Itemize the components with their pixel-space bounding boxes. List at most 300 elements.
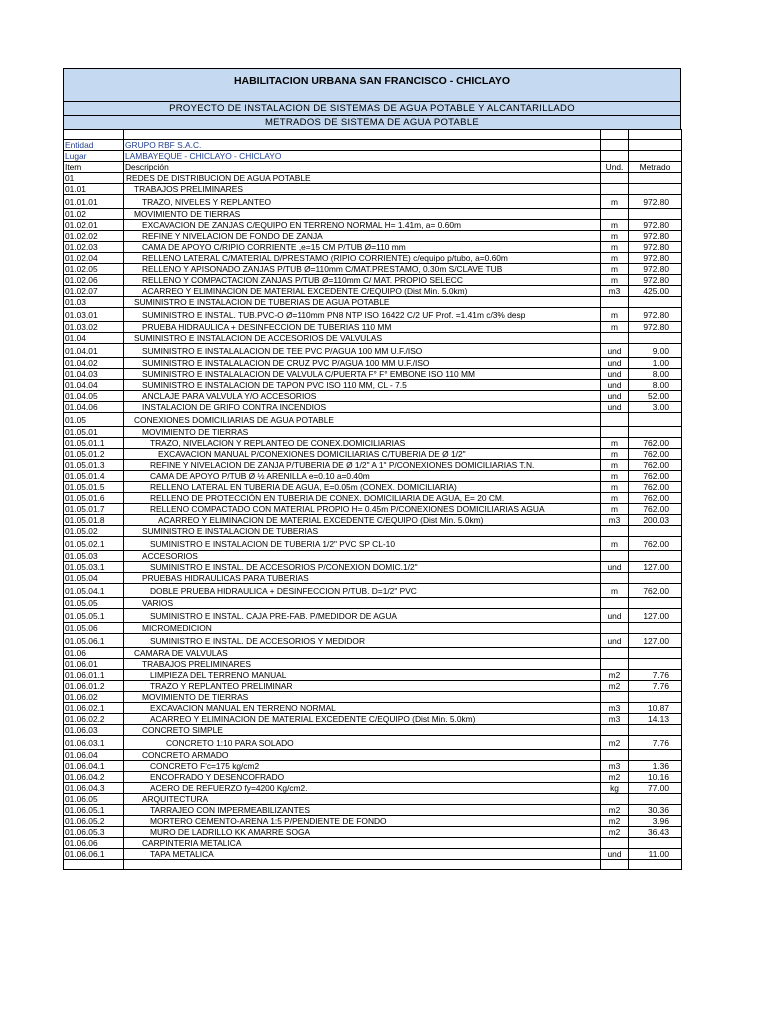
item-cell: 01.02.05 [64, 264, 124, 275]
table-row [64, 526, 682, 537]
metrado-cell: 7.76 [629, 670, 682, 681]
unit-cell: m [601, 231, 629, 242]
item-cell: 01.02.03 [64, 242, 124, 253]
table-row [64, 772, 682, 783]
table-row [64, 515, 682, 526]
metrado-cell [629, 413, 682, 427]
unit-cell: m3 [601, 286, 629, 297]
item-cell: 01.06.06 [64, 838, 124, 849]
metrado-cell: 36.43 [629, 827, 682, 838]
unit-cell [601, 333, 629, 344]
table-row [64, 333, 682, 344]
metrado-cell: 8.00 [629, 369, 682, 380]
sheet-subtitle: PROYECTO DE INSTALACION DE SISTEMAS DE AGUA POTABLE Y ALCANTARILLADO [63, 101, 681, 115]
item-cell: 01.05.05.1 [64, 609, 124, 623]
item-cell: 01.04.06 [64, 402, 124, 413]
blank-row [64, 130, 682, 140]
description-cell: SUMINISTRO E INSTALALACION DE TEE PVC P/AGUA 100 MM U.F./ISO [124, 344, 601, 358]
item-cell: 01.05.01.4 [64, 471, 124, 482]
unit-cell: und [601, 380, 629, 391]
unit-cell: m2 [601, 827, 629, 838]
metrado-cell: 762.00 [629, 584, 682, 598]
metrado-cell: 762.00 [629, 493, 682, 504]
metrado-cell: 425.00 [629, 286, 682, 297]
table-row [64, 275, 682, 286]
metrado-cell: 9.00 [629, 344, 682, 358]
table-row [64, 308, 682, 322]
metrado-cell [629, 598, 682, 609]
metrado-cell: 972.80 [629, 195, 682, 209]
description-cell: MURO DE LADRILLO KK AMARRE SOGA [124, 827, 601, 838]
item-cell: 01.05.01.8 [64, 515, 124, 526]
description-cell: ARQUITECTURA [124, 794, 601, 805]
item-cell: 01.06.03 [64, 725, 124, 736]
description-cell: RELLENO DE PROTECCIÓN EN TUBERIA DE CONEX. DOMICILIARIA DE AGUA, E= 20 CM. [124, 493, 601, 504]
item-cell: 01.02.02 [64, 231, 124, 242]
blank-row [64, 860, 682, 870]
table-row [64, 482, 682, 493]
unit-cell: m [601, 275, 629, 286]
item-cell: 01.06.04 [64, 750, 124, 761]
description-cell: ACARREO Y ELIMINACION DE MATERIAL EXCEDENTE C/EQUIPO (Dist Min. 5.0km) [124, 714, 601, 725]
item-cell: 01.06.05.1 [64, 805, 124, 816]
item-cell: 01.06.06.1 [64, 849, 124, 860]
table-row [64, 623, 682, 634]
description-cell: EXCAVACION MANUAL EN TERRENO NORMAL [124, 703, 601, 714]
description-cell: CAMA DE APOYO C/RIPIO CORRIENTE ,e=15 CM P/TUB Ø=110 mm [124, 242, 601, 253]
table-row [64, 449, 682, 460]
table-row [64, 714, 682, 725]
description-cell: SUMINISTRO E INSTAL. DE ACCESORIOS P/CONEXION DOMIC.1/2" [124, 562, 601, 573]
item-cell: 01.05.01.2 [64, 449, 124, 460]
table-row [64, 380, 682, 391]
metrado-cell: 14.13 [629, 714, 682, 725]
metrado-cell [629, 648, 682, 659]
unit-cell: m [601, 264, 629, 275]
item-cell: 01.05.01 [64, 427, 124, 438]
item-cell: 01.05.03.1 [64, 562, 124, 573]
item-cell: 01.04.02 [64, 358, 124, 369]
item-cell: 01.05.02.1 [64, 537, 124, 551]
description-cell: SUMINISTRO E INSTALACION DE TUBERIA 1/2" PVC SP CL-10 [124, 537, 601, 551]
item-cell: 01.04.04 [64, 380, 124, 391]
unit-cell [601, 297, 629, 308]
description-cell: ACCESORIOS [124, 551, 601, 562]
table-row [64, 231, 682, 242]
table-row [64, 849, 682, 860]
description-cell: SUMINISTRO E INSTALACION DE TUBERIAS DE AGUA POTABLE [124, 297, 601, 308]
item-cell: 01.05.04 [64, 573, 124, 584]
item-cell: 01.06.02.2 [64, 714, 124, 725]
col-header-desc: Descripción [124, 162, 601, 173]
table-row [64, 692, 682, 703]
table-row [64, 438, 682, 449]
metrado-cell [629, 573, 682, 584]
item-cell: 01.06.05.2 [64, 816, 124, 827]
metrado-cell [629, 526, 682, 537]
description-cell: SUMINISTRO E INSTALALACION DE VALVULA C/PUERTA F° F° EMBONE ISO 110 MM [124, 369, 601, 380]
table-row [64, 184, 682, 195]
unit-cell: m [601, 253, 629, 264]
description-cell: TRABAJOS PRELIMINARES [124, 659, 601, 670]
table-row [64, 551, 682, 562]
item-cell: 01.05.06.1 [64, 634, 124, 648]
description-cell: ACERO DE REFUERZO fy=4200 Kg/cm2. [124, 783, 601, 794]
metrado-cell: 77.00 [629, 783, 682, 794]
description-cell: CONCRETO ARMADO [124, 750, 601, 761]
unit-cell [601, 413, 629, 427]
table-row [64, 634, 682, 648]
description-cell: TARRAJEO CON IMPERMEABILIZANTES [124, 805, 601, 816]
item-cell: 01.06.05 [64, 794, 124, 805]
table-row [64, 573, 682, 584]
unit-cell [601, 692, 629, 703]
description-cell: LIMPIEZA DEL TERRENO MANUAL [124, 670, 601, 681]
table-row [64, 794, 682, 805]
item-cell: 01.01 [64, 184, 124, 195]
description-cell: PRUEBA HIDRAULICA + DESINFECCION DE TUBERIAS 110 MM [124, 322, 601, 333]
unit-cell: kg [601, 783, 629, 794]
table-row [64, 648, 682, 659]
unit-cell: m3 [601, 703, 629, 714]
unit-cell [601, 209, 629, 220]
item-cell: 01.04.03 [64, 369, 124, 380]
metrado-cell: 127.00 [629, 609, 682, 623]
table-row [64, 195, 682, 209]
unit-cell [601, 184, 629, 195]
item-cell: 01.06.02.1 [64, 703, 124, 714]
item-cell: 01.05.01.3 [64, 460, 124, 471]
entidad-label: Entidad [64, 140, 124, 151]
unit-cell: m [601, 242, 629, 253]
metrado-cell: 762.00 [629, 504, 682, 515]
unit-cell [601, 427, 629, 438]
table-row [64, 242, 682, 253]
metrado-cell: 762.00 [629, 471, 682, 482]
table-row [64, 173, 682, 184]
metrado-cell: 762.00 [629, 460, 682, 471]
item-cell: 01.05.03 [64, 551, 124, 562]
metrado-cell: 30.36 [629, 805, 682, 816]
table-row [64, 471, 682, 482]
description-cell: ACARREO Y ELIMINACION DE MATERIAL EXCEDENTE C/EQUIPO (Dist Min. 5.0km) [124, 515, 601, 526]
description-cell: REDES DE DISTRIBUCION DE AGUA POTABLE [124, 173, 601, 184]
description-cell: SUMINISTRO E INSTAL. TUB.PVC-O Ø=110mm PN8 NTP ISO 16422 C/2 UF Prof. =1.41m c/3% desp [124, 308, 601, 322]
unit-cell: und [601, 634, 629, 648]
metrado-cell: 972.80 [629, 220, 682, 231]
entidad-row [64, 140, 682, 151]
unit-cell [601, 551, 629, 562]
table-row [64, 391, 682, 402]
table-row [64, 369, 682, 380]
unit-cell: und [601, 391, 629, 402]
unit-cell: m3 [601, 761, 629, 772]
table-row [64, 220, 682, 231]
item-cell: 01.06.04.3 [64, 783, 124, 794]
unit-cell: m [601, 584, 629, 598]
description-cell: SUMINISTRO E INSTAL. DE ACCESORIOS Y MEDIDOR [124, 634, 601, 648]
metrados-table [63, 129, 682, 870]
description-cell: RELLENO LATERAL C/MATERIAL D/PRESTAMO (RIPIO CORRIENTE) c/equipo p/tubo, a=0.60m [124, 253, 601, 264]
lugar-label: Lugar [64, 151, 124, 162]
metrado-cell: 972.80 [629, 264, 682, 275]
description-cell: EXCAVACION DE ZANJAS C/EQUIPO EN TERRENO NORMAL H= 1.41m, a= 0.60m [124, 220, 601, 231]
metrado-cell: 7.76 [629, 681, 682, 692]
item-cell: 01.05.01.5 [64, 482, 124, 493]
metrado-cell: 1.36 [629, 761, 682, 772]
unit-cell: m [601, 449, 629, 460]
metrado-cell [629, 838, 682, 849]
description-cell: TRAZO, NIVELES Y REPLANTEO [124, 195, 601, 209]
table-row [64, 761, 682, 772]
table-row [64, 783, 682, 794]
description-cell: MORTERO CEMENTO-ARENA 1:5 P/PENDIENTE DE FONDO [124, 816, 601, 827]
unit-cell: m [601, 493, 629, 504]
table-row [64, 504, 682, 515]
metrado-cell: 762.00 [629, 449, 682, 460]
metrado-cell [629, 184, 682, 195]
unit-cell: m [601, 322, 629, 333]
unit-cell [601, 750, 629, 761]
table-row [64, 816, 682, 827]
item-cell: 01.02.06 [64, 275, 124, 286]
table-row [64, 670, 682, 681]
table-row [64, 264, 682, 275]
table-row [64, 286, 682, 297]
unit-cell [601, 526, 629, 537]
description-cell: VARIOS [124, 598, 601, 609]
metrado-cell [629, 725, 682, 736]
unit-cell: m2 [601, 772, 629, 783]
metrado-cell: 200.03 [629, 515, 682, 526]
description-cell: SUMINISTRO E INSTALACION DE TAPON PVC ISO 110 MM, CL - 7.5 [124, 380, 601, 391]
metrado-cell: 972.80 [629, 308, 682, 322]
entidad-value: GRUPO RBF S.A.C. [124, 140, 601, 151]
metrado-cell [629, 750, 682, 761]
description-cell: ANCLAJE PARA VALVULA Y/O ACCESORIOS [124, 391, 601, 402]
sheet-subtitle-metrados: METRADOS DE SISTEMA DE AGUA POTABLE [63, 115, 681, 129]
col-header-und: Und. [601, 162, 629, 173]
table-row [64, 609, 682, 623]
table-row [64, 838, 682, 849]
metrado-cell: 10.16 [629, 772, 682, 783]
item-cell: 01.05.01.1 [64, 438, 124, 449]
item-cell: 01.04.01 [64, 344, 124, 358]
table-row [64, 805, 682, 816]
metrado-cell [629, 427, 682, 438]
description-cell: CAMARA DE VALVULAS [124, 648, 601, 659]
unit-cell [601, 598, 629, 609]
unit-cell [601, 573, 629, 584]
unit-cell: m [601, 460, 629, 471]
item-cell: 01.03.02 [64, 322, 124, 333]
unit-cell: m [601, 220, 629, 231]
metrado-cell [629, 551, 682, 562]
sheet-title: HABILITACION URBANA SAN FRANCISCO - CHICLAYO [63, 68, 681, 101]
metrado-cell: 8.00 [629, 380, 682, 391]
table-row [64, 413, 682, 427]
unit-cell: und [601, 562, 629, 573]
description-cell: CONCRETO SIMPLE [124, 725, 601, 736]
unit-cell [601, 623, 629, 634]
unit-cell: m [601, 482, 629, 493]
item-cell: 01.06 [64, 648, 124, 659]
item-cell: 01.04 [64, 333, 124, 344]
metrado-cell: 972.80 [629, 322, 682, 333]
description-cell: ACARREO Y ELIMINACION DE MATERIAL EXCEDENTE C/EQUIPO (Dist Min. 5.0km) [124, 286, 601, 297]
metrado-cell: 52.00 [629, 391, 682, 402]
metrado-cell: 762.00 [629, 482, 682, 493]
metrado-cell [629, 692, 682, 703]
metrado-cell: 972.80 [629, 231, 682, 242]
item-cell: 01.05 [64, 413, 124, 427]
metrado-cell: 1.00 [629, 358, 682, 369]
column-header-row [64, 162, 682, 173]
item-cell: 01.05.01.6 [64, 493, 124, 504]
description-cell: TRAZO, NIVELACION Y REPLANTEO DE CONEX.DOMICILIARIAS [124, 438, 601, 449]
item-cell: 01 [64, 173, 124, 184]
description-cell: INSTALACION DE GRIFO CONTRA INCENDIOS [124, 402, 601, 413]
metrado-cell [629, 794, 682, 805]
item-cell: 01.04.05 [64, 391, 124, 402]
description-cell: CAMA DE APOYO P/TUB Ø ½ ARENILLA e=0.10 a=0.40m [124, 471, 601, 482]
unit-cell: m [601, 537, 629, 551]
unit-cell [601, 725, 629, 736]
metrado-cell: 127.00 [629, 634, 682, 648]
description-cell: REFINE Y NIVELACION DE FONDO DE ZANJA [124, 231, 601, 242]
table-row [64, 322, 682, 333]
table-row [64, 584, 682, 598]
item-cell: 01.05.02 [64, 526, 124, 537]
table-row [64, 344, 682, 358]
item-cell: 01.06.02 [64, 692, 124, 703]
lugar-value: LAMBAYEQUE - CHICLAYO - CHICLAYO [124, 151, 601, 162]
item-cell: 01.02.07 [64, 286, 124, 297]
item-cell: 01.05.04.1 [64, 584, 124, 598]
metrado-cell: 762.00 [629, 537, 682, 551]
metrado-cell [629, 173, 682, 184]
description-cell: CONCRETO 1:10 PARA SOLADO [124, 736, 601, 750]
unit-cell: m2 [601, 805, 629, 816]
description-cell: SUMINISTRO E INSTALALACION DE CRUZ PVC P/AGUA 100 MM U.F./ISO [124, 358, 601, 369]
item-cell: 01.06.01.1 [64, 670, 124, 681]
table-row [64, 460, 682, 471]
item-cell: 01.06.05.3 [64, 827, 124, 838]
unit-cell: und [601, 402, 629, 413]
unit-cell: m [601, 504, 629, 515]
metrados-sheet [63, 68, 681, 870]
item-cell: 01.02 [64, 209, 124, 220]
table-row [64, 703, 682, 714]
unit-cell: m [601, 195, 629, 209]
metrado-cell: 11.00 [629, 849, 682, 860]
description-cell: RELLENO COMPACTADO CON MATERIAL PROPIO H= 0.45m P/CONEXIONES DOMICILIARIAS AGUA [124, 504, 601, 515]
table-row [64, 537, 682, 551]
unit-cell [601, 648, 629, 659]
item-cell: 01.06.01 [64, 659, 124, 670]
table-row [64, 253, 682, 264]
metrado-cell [629, 333, 682, 344]
description-cell: CONCRETO F'c=175 kg/cm2 [124, 761, 601, 772]
col-header-metrado: Metrado [629, 162, 682, 173]
item-cell: 01.02.04 [64, 253, 124, 264]
unit-cell: und [601, 849, 629, 860]
item-cell: 01.05.06 [64, 623, 124, 634]
unit-cell: m3 [601, 515, 629, 526]
description-cell: RELLENO Y APISONADO ZANJAS P/TUB Ø=110mm C/MAT.PRESTAMO, 0.30m S/CLAVE TUB [124, 264, 601, 275]
description-cell: MOVIMIENTO DE TIERRAS [124, 427, 601, 438]
metrado-cell: 7.76 [629, 736, 682, 750]
metrado-cell: 127.00 [629, 562, 682, 573]
item-cell: 01.02.01 [64, 220, 124, 231]
description-cell: MOVIMIENTO DE TIERRAS [124, 692, 601, 703]
table-row [64, 750, 682, 761]
item-cell: 01.06.04.2 [64, 772, 124, 783]
table-row [64, 736, 682, 750]
table-row [64, 659, 682, 670]
description-cell: TAPA METALICA [124, 849, 601, 860]
unit-cell: und [601, 358, 629, 369]
unit-cell: m [601, 308, 629, 322]
description-cell: EXCAVACION MANUAL P/CONEXIONES DOMICILIARIAS C/TUBERIA DE Ø 1/2" [124, 449, 601, 460]
metrado-cell: 972.80 [629, 242, 682, 253]
description-cell: REFINE Y NIVELACION DE ZANJA P/TUBERIA DE Ø 1/2" A 1" P/CONEXIONES DOMICILIARIAS T.N. [124, 460, 601, 471]
item-cell: 01.05.05 [64, 598, 124, 609]
description-cell: MICROMEDICION [124, 623, 601, 634]
description-cell: RELLENO LATERAL EN TUBERIA DE AGUA, E=0.05m (CONEX. DOMICILIARIA) [124, 482, 601, 493]
item-cell: 01.06.03.1 [64, 736, 124, 750]
unit-cell: m [601, 438, 629, 449]
item-cell: 01.06.01.2 [64, 681, 124, 692]
item-cell: 01.01.01 [64, 195, 124, 209]
table-row [64, 827, 682, 838]
unit-cell: und [601, 609, 629, 623]
table-row [64, 681, 682, 692]
description-cell: TRAZO Y REPLANTEO PRELIMINAR [124, 681, 601, 692]
metrado-cell [629, 297, 682, 308]
unit-cell: m2 [601, 670, 629, 681]
col-header-item: Item [64, 162, 124, 173]
table-row [64, 598, 682, 609]
description-cell: SUMINISTRO E INSTALACION DE TUBERIAS [124, 526, 601, 537]
unit-cell [601, 838, 629, 849]
metrado-cell [629, 623, 682, 634]
unit-cell: m2 [601, 816, 629, 827]
item-cell: 01.03 [64, 297, 124, 308]
metrado-cell: 10.87 [629, 703, 682, 714]
table-row [64, 427, 682, 438]
table-row [64, 209, 682, 220]
unit-cell: m2 [601, 736, 629, 750]
description-cell: SUMINISTRO E INSTALACION DE ACCESORIOS DE VALVULAS [124, 333, 601, 344]
metrado-cell: 3.00 [629, 402, 682, 413]
table-row [64, 562, 682, 573]
table-row [64, 493, 682, 504]
description-cell: CARPINTERIA METALICA [124, 838, 601, 849]
description-cell: SUMINISTRO E INSTAL. CAJA PRE-FAB. P/MEDIDOR DE AGUA [124, 609, 601, 623]
metrado-cell: 762.00 [629, 438, 682, 449]
metrado-cell: 3.96 [629, 816, 682, 827]
table-row [64, 358, 682, 369]
table-row [64, 297, 682, 308]
lugar-row [64, 151, 682, 162]
metrado-cell [629, 209, 682, 220]
description-cell: DOBLE PRUEBA HIDRAULICA + DESINFECCION P/TUB. D=1/2" PVC [124, 584, 601, 598]
table-row [64, 402, 682, 413]
item-cell: 01.03.01 [64, 308, 124, 322]
description-cell: RELLENO Y COMPACTACION ZANJAS P/TUB Ø=110mm C/ MAT. PROPIO SELECC [124, 275, 601, 286]
description-cell: CONEXIONES DOMICILIARIAS DE AGUA POTABLE [124, 413, 601, 427]
